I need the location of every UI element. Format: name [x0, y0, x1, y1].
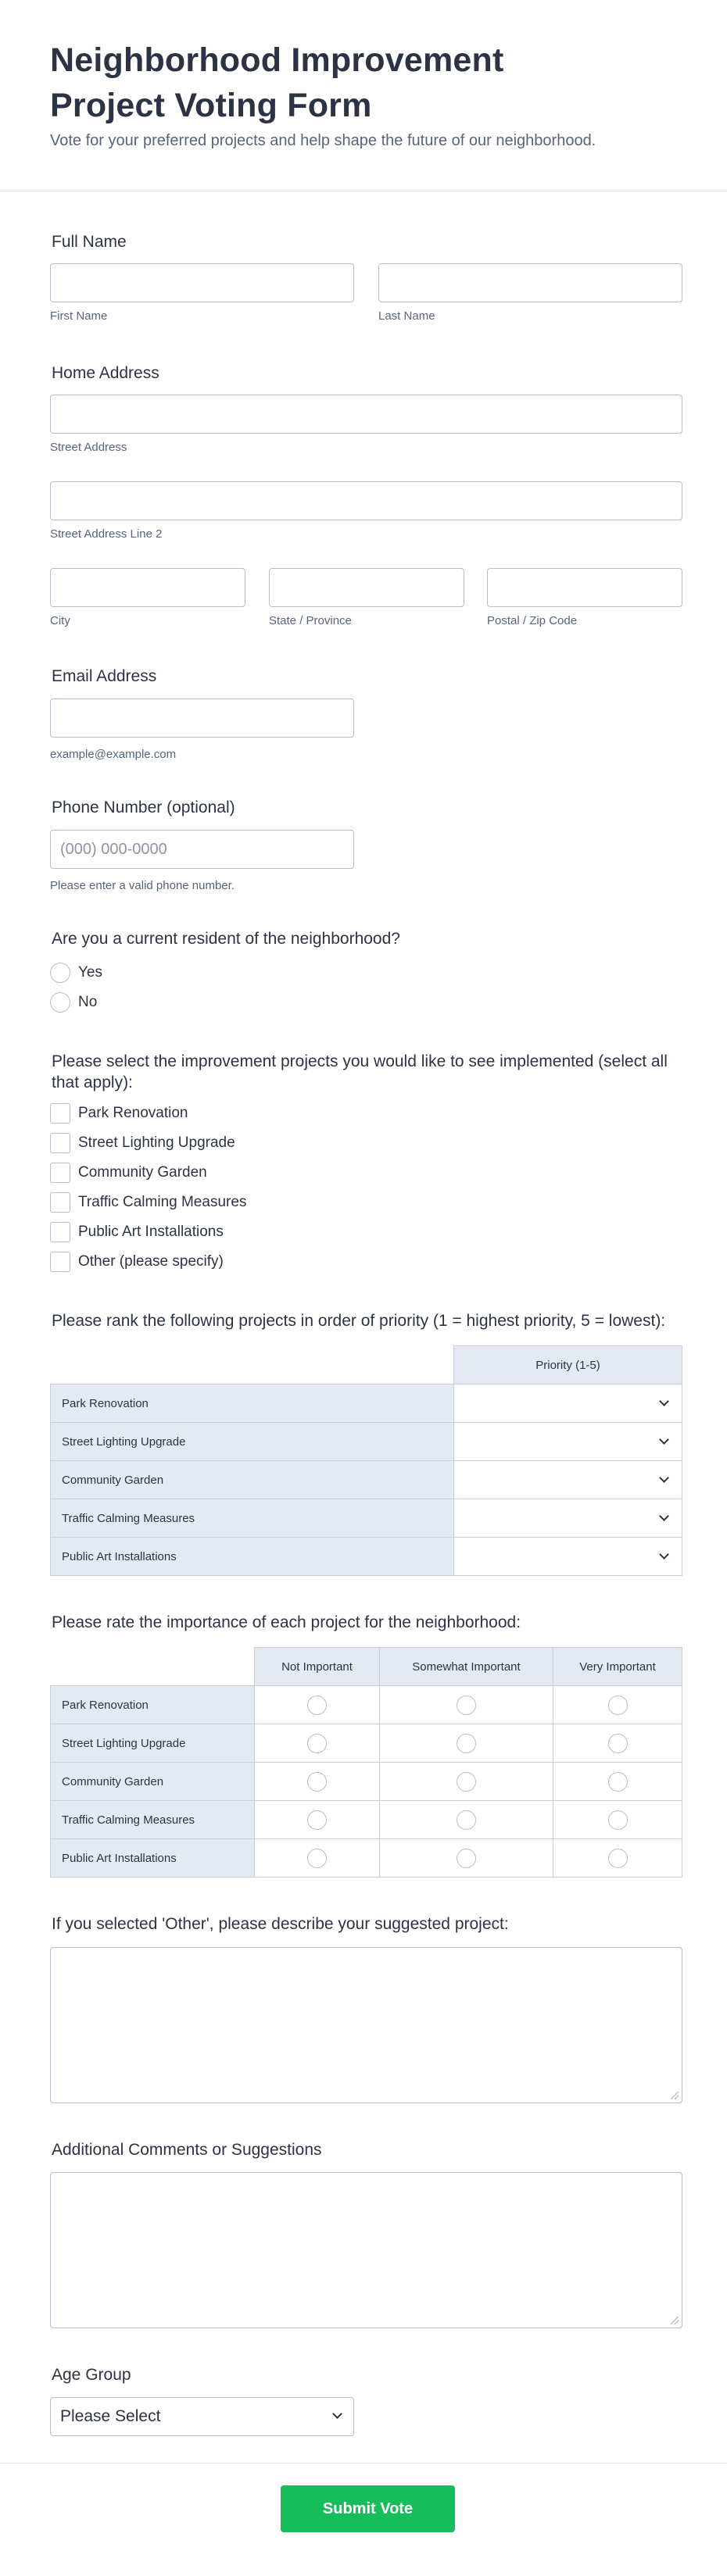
option-label: Park Renovation — [78, 1105, 188, 1121]
importance-row-label: Park Renovation — [51, 1686, 255, 1724]
age-group-select[interactable] — [50, 2397, 354, 2436]
chevron-down-icon — [659, 1396, 669, 1406]
option-label: Yes — [78, 964, 102, 981]
chevron-down-icon — [659, 1473, 669, 1483]
email-sublabel: example@example.com — [50, 748, 177, 761]
email-input[interactable] — [50, 698, 354, 738]
radio-button[interactable] — [307, 1810, 327, 1830]
city-input[interactable] — [50, 568, 245, 607]
project-option-art[interactable] — [50, 1217, 246, 1247]
street-address-sublabel: Street Address — [50, 441, 127, 454]
city-group — [50, 568, 245, 629]
radio-button[interactable] — [457, 1772, 476, 1792]
address-label: Home Address — [52, 364, 159, 382]
radio-button[interactable] — [50, 963, 70, 983]
checkbox[interactable] — [50, 1163, 70, 1183]
project-option-lighting[interactable] — [50, 1128, 246, 1158]
full-name-label: Full Name — [52, 233, 127, 251]
priority-select[interactable] — [454, 1499, 682, 1538]
form-subtitle: Vote for your preferred projects and help shape the future of our neighborhood. — [50, 132, 596, 149]
resident-options — [50, 958, 102, 1017]
option-label: Other (please specify) — [78, 1253, 224, 1270]
option-label: No — [78, 994, 98, 1010]
projects-question: Please select the improvement projects you would like to see implemented (select all that apply): — [52, 1052, 668, 1091]
resize-handle-icon[interactable] — [671, 2092, 679, 2099]
email-group — [50, 698, 354, 763]
priority-row-label: Public Art Installations — [51, 1538, 454, 1576]
radio-button[interactable] — [307, 1734, 327, 1753]
full-name-field — [52, 231, 127, 253]
priority-select[interactable] — [454, 1461, 682, 1499]
form-title: Neighborhood Improvement Project Voting Form — [50, 41, 504, 124]
chevron-down-icon — [659, 1434, 669, 1445]
resident-question: Are you a current resident of the neighborhood? — [52, 930, 400, 948]
importance-row-label: Community Garden — [51, 1763, 255, 1801]
age-group-selected: Please Select — [60, 2407, 161, 2425]
zip-input[interactable] — [487, 568, 682, 607]
radio-button[interactable] — [307, 1772, 327, 1792]
importance-row-label: Street Lighting Upgrade — [51, 1724, 255, 1763]
street-address-line2-sublabel: Street Address Line 2 — [50, 527, 163, 541]
other-description-label: If you selected 'Other', please describe your suggested project: — [52, 1915, 509, 1933]
form-footer — [0, 2463, 727, 2576]
radio-button[interactable] — [608, 1772, 628, 1792]
checkbox[interactable] — [50, 1103, 70, 1124]
importance-table — [50, 1647, 682, 1878]
projects-options — [50, 1099, 246, 1277]
city-sublabel: City — [50, 614, 70, 627]
chevron-down-icon — [659, 1549, 669, 1560]
checkbox[interactable] — [50, 1222, 70, 1242]
importance-row-label: Traffic Calming Measures — [51, 1801, 255, 1839]
radio-button[interactable] — [457, 1810, 476, 1830]
project-option-garden[interactable] — [50, 1158, 246, 1188]
radio-button[interactable] — [608, 1810, 628, 1830]
radio-button[interactable] — [608, 1734, 628, 1753]
state-sublabel: State / Province — [269, 614, 352, 627]
option-label: Public Art Installations — [78, 1224, 224, 1240]
resize-handle-icon[interactable] — [671, 2317, 679, 2324]
phone-sublabel: Please enter a valid phone number. — [50, 879, 235, 892]
street2-group — [50, 481, 682, 542]
chevron-down-icon — [659, 1511, 669, 1521]
zip-group — [487, 568, 682, 629]
project-option-other[interactable] — [50, 1247, 246, 1277]
importance-column-header: Somewhat Important — [380, 1648, 553, 1686]
submit-button[interactable]: Submit Vote — [281, 2485, 455, 2532]
radio-button[interactable] — [457, 1849, 476, 1868]
radio-button[interactable] — [307, 1695, 327, 1715]
street-address-input[interactable] — [50, 395, 682, 434]
importance-matrix — [50, 1647, 682, 1878]
priority-row-label: Traffic Calming Measures — [51, 1499, 454, 1538]
checkbox[interactable] — [50, 1192, 70, 1213]
radio-button[interactable] — [608, 1695, 628, 1715]
phone-group — [50, 830, 354, 894]
form-header — [0, 0, 727, 191]
zip-sublabel: Postal / Zip Code — [487, 614, 578, 627]
importance-column-header: Very Important — [553, 1648, 682, 1686]
importance-question: Please rate the importance of each project for the neighborhood: — [52, 1613, 521, 1631]
chevron-down-icon — [332, 2409, 342, 2419]
importance-row-label: Public Art Installations — [51, 1839, 255, 1878]
priority-column-header: Priority (1-5) — [454, 1346, 682, 1384]
priority-table — [50, 1345, 682, 1576]
resident-option-no[interactable] — [50, 988, 102, 1017]
checkbox[interactable] — [50, 1133, 70, 1153]
priority-select[interactable] — [454, 1384, 682, 1423]
radio-button[interactable] — [50, 992, 70, 1013]
last-name-input[interactable] — [378, 263, 682, 302]
street-address-line2-input[interactable] — [50, 481, 682, 520]
priority-row-label: Community Garden — [51, 1461, 454, 1499]
radio-button[interactable] — [457, 1734, 476, 1753]
street-group — [50, 395, 682, 456]
age-group-label: Age Group — [52, 2366, 131, 2384]
first-name-group — [50, 263, 354, 324]
priority-select[interactable] — [454, 1538, 682, 1576]
priority-select[interactable] — [454, 1423, 682, 1461]
state-input[interactable] — [269, 568, 464, 607]
checkbox[interactable] — [50, 1252, 70, 1272]
phone-label: Phone Number (optional) — [52, 799, 235, 816]
priority-row-label: Park Renovation — [51, 1384, 454, 1423]
project-option-park[interactable] — [50, 1099, 246, 1128]
first-name-input[interactable] — [50, 263, 354, 302]
phone-input[interactable]: (000) 000-0000 — [50, 830, 354, 869]
email-label: Email Address — [52, 667, 157, 685]
other-description-textarea[interactable] — [50, 1947, 682, 2103]
last-name-sublabel: Last Name — [378, 309, 435, 323]
project-option-traffic[interactable] — [50, 1188, 246, 1217]
radio-button[interactable] — [457, 1695, 476, 1715]
option-label: Street Lighting Upgrade — [78, 1134, 235, 1151]
option-label: Traffic Calming Measures — [78, 1194, 247, 1210]
priority-question: Please rank the following projects in order of priority (1 = highest priority, 5 = lowest): — [52, 1312, 666, 1330]
priority-row-label: Street Lighting Upgrade — [51, 1423, 454, 1461]
last-name-group — [378, 263, 682, 324]
comments-textarea[interactable] — [50, 2172, 682, 2328]
radio-button[interactable] — [307, 1849, 327, 1868]
state-group — [269, 568, 464, 629]
option-label: Community Garden — [78, 1164, 207, 1181]
priority-matrix — [50, 1345, 682, 1576]
first-name-sublabel: First Name — [50, 309, 108, 323]
radio-button[interactable] — [608, 1849, 628, 1868]
resident-option-yes[interactable] — [50, 958, 102, 988]
comments-label: Additional Comments or Suggestions — [52, 2141, 322, 2159]
importance-column-header: Not Important — [255, 1648, 380, 1686]
